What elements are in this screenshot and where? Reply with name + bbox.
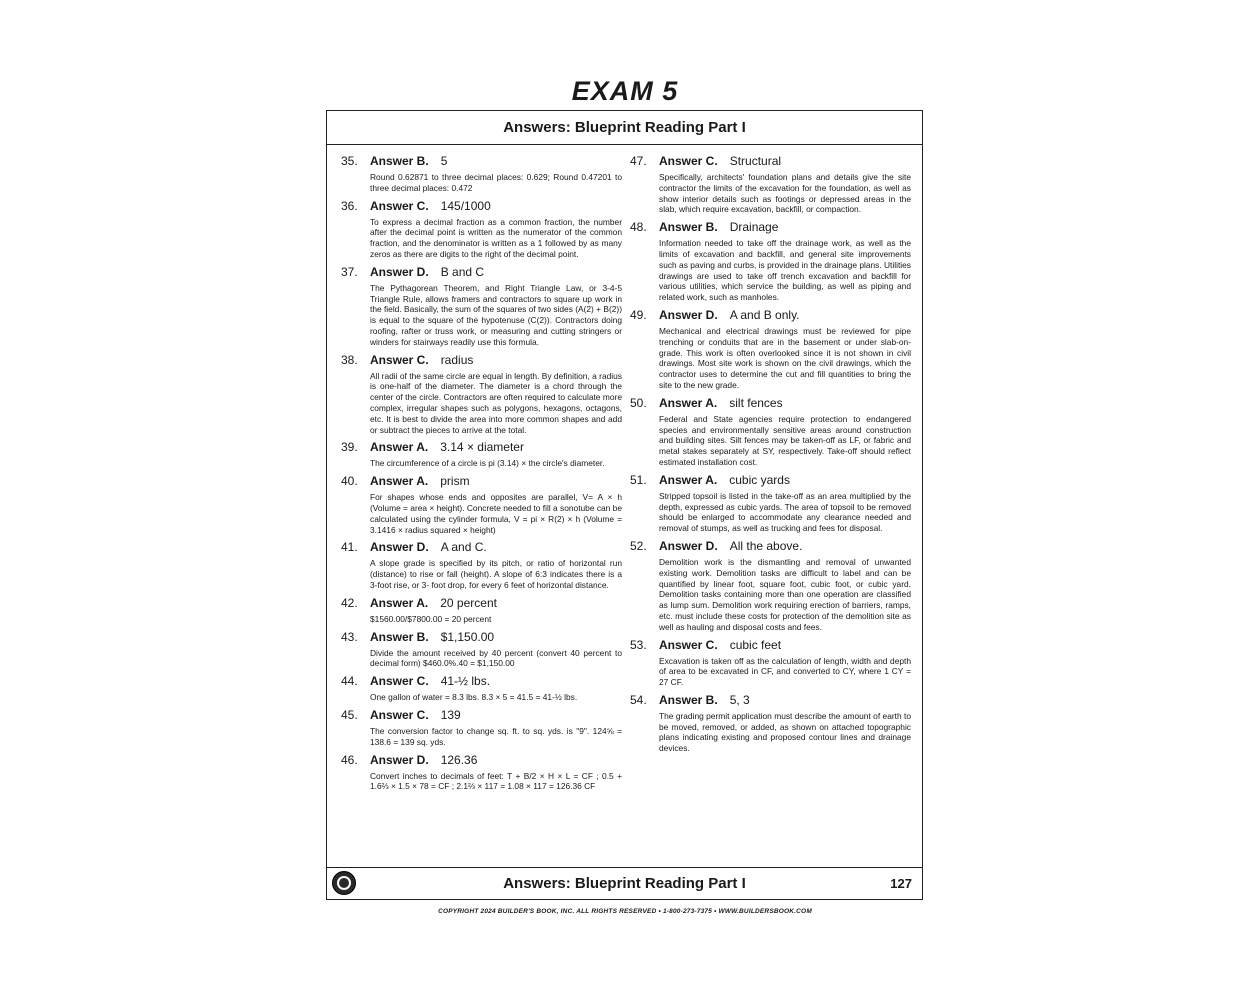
answer-explanation: To express a decimal fraction as a common fraction, the number after the decimal point is written as the numerator of the common fraction, and the denominator is written as a 1 followed by as many zeros as there are digits to the right of the decimal point. [370, 216, 622, 259]
answer-item [630, 220, 911, 303]
answer-explanation: One gallon of water = 8.3 lbs. 8.3 × 5 = 41.5 = 41-½ lbs. [370, 692, 578, 703]
question-number: 36. [341, 198, 358, 213]
answer-heading [341, 708, 622, 723]
question-number: 46. [341, 752, 358, 767]
answer-letter: Answer C. [659, 154, 718, 168]
answer-value: Structural [729, 154, 782, 168]
question-number: 54. [630, 692, 647, 707]
answer-value: radius [440, 352, 474, 367]
question-number: 47. [630, 154, 647, 168]
answer-value: prism [440, 474, 470, 489]
answer-item [341, 265, 622, 348]
answer-letter: Answer C. [659, 637, 718, 652]
answer-value: 20 percent [440, 595, 497, 610]
answer-letter: Answer B. [370, 629, 429, 644]
question-number: 49. [630, 307, 647, 322]
answers-left-column [341, 154, 622, 797]
answer-item [630, 154, 911, 215]
question-number: 40. [341, 474, 358, 489]
answer-letter: Answer C. [370, 198, 429, 213]
answer-heading [341, 540, 622, 555]
answer-value: cubic yards [729, 472, 790, 487]
answer-explanation: Divide the amount received by 40 percent (convert 40 percent to decimal form) $460.0%.40 = $1,150.00 [370, 647, 622, 669]
question-number: 45. [341, 707, 358, 722]
answer-explanation: All radii of the same circle are equal in length. By definition, a radius is one-half of the diameter. The diameter is a chord through the center of the circle. Contractors are often required to calculate more complex, irregular shapes such as polygons, hexagons, octagons, etc. It is best to divide the area into more common shapes and add or subtract the pieces to arrive at the total. [370, 370, 622, 435]
answer-letter: Answer D. [370, 752, 429, 767]
answer-letter: Answer D. [370, 540, 429, 555]
answer-value: Drainage [729, 220, 779, 235]
answer-heading [630, 308, 911, 323]
question-number: 37. [341, 264, 358, 279]
answer-value: silt fences [729, 395, 783, 410]
answer-letter: Answer D. [370, 264, 429, 279]
answer-heading [341, 265, 622, 280]
answer-item [341, 474, 622, 535]
answer-heading [341, 353, 622, 368]
answer-explanation: Federal and State agencies require protection to endangered species and environmentally sensitive areas around construction and building sites. Silt fences may be taken-off as LF, or fabric and metal stakes separately at SY, respectively. Take-off should reflect estimated installation cost. [659, 413, 911, 467]
answer-item [630, 473, 911, 534]
answer-heading [630, 638, 911, 653]
answer-heading [630, 154, 911, 169]
page-number: 127 [890, 876, 912, 891]
answer-value: A and C. [440, 540, 487, 555]
section-header: Answers: Blueprint Reading Part I [327, 111, 922, 145]
answer-item [630, 539, 911, 633]
answer-letter: Answer A. [659, 395, 718, 410]
answer-value: 3.14 × diameter [440, 440, 524, 455]
question-number: 38. [341, 352, 358, 367]
answer-item [341, 199, 622, 260]
answer-explanation: The circumference of a circle is pi (3.14) × the circle's diameter. [370, 458, 605, 469]
answers-right-column [630, 154, 911, 759]
answer-value: cubic feet [729, 637, 782, 652]
answer-explanation: Excavation is taken off as the calculation of length, width and depth of area to be excavated in CF, and converted to CY, where 1 CY = 27 CF. [659, 655, 911, 688]
answer-item [630, 308, 911, 391]
answer-heading [341, 154, 622, 169]
question-number: 48. [630, 220, 647, 235]
question-number: 44. [341, 674, 358, 689]
answer-item [630, 638, 911, 688]
answer-letter: Answer C. [370, 707, 429, 722]
answer-value: 5 [440, 154, 448, 168]
answer-item [341, 353, 622, 436]
answer-heading [630, 396, 911, 411]
answer-value: A and B only. [729, 307, 800, 322]
answer-explanation: The conversion factor to change sq. ft. to sq. yds. is "9". 124⅝ = 138.6 = 139 sq. yds. [370, 725, 622, 747]
answer-letter: Answer A. [370, 440, 429, 455]
answer-heading [630, 473, 911, 488]
answer-heading [630, 220, 911, 235]
question-number: 53. [630, 637, 647, 652]
answer-value: All the above. [729, 538, 803, 553]
question-number: 42. [341, 595, 358, 610]
answer-heading [630, 693, 911, 708]
answer-heading [341, 440, 622, 455]
answer-value: 145/1000 [440, 198, 491, 213]
answer-letter: Answer D. [659, 307, 718, 322]
answer-explanation: The Pythagorean Theorem, and Right Triangle Law, or 3-4-5 Triangle Rule, allows framers and contractors to square up work in the field. Basically, the sum of the squares of two sides (A(2) + B(2)) is equal to the square of the hypotenuse (C(2)). Contractors doing roofing, rafter or truss work, or measuring and cutting stringers or winders for stairways readily use this formula. [370, 282, 622, 347]
answer-value: 5, 3 [729, 692, 750, 707]
question-number: 52. [630, 538, 647, 553]
answer-explanation: Information needed to take off the drainage work, as well as the limits of excavation and backfill, and general site improvements such as paving and curbs, is provided in the drainage plans. Utilities drawings are used to take off trench excavation and backfill for various utilities, which service the building, as well as piping and related work, such as manholes. [659, 238, 911, 303]
answer-letter: Answer B. [659, 220, 718, 235]
answer-heading [341, 674, 622, 689]
answer-value: 41-½ lbs. [440, 674, 491, 689]
answer-explanation: A slope grade is specified by its pitch, or ratio of horizontal run (distance) to rise or fall (height). A slope of 6:3 indicates there is a 3-foot rise, or 3- foot drop, for every 6 feet of horizontal distance. [370, 558, 622, 590]
answer-item [341, 674, 622, 703]
answer-item [341, 154, 622, 194]
answer-explanation: The grading permit application must describe the amount of earth to be moved, removed, or added, as shown on attached topographic plans indicating existing and proposed contour lines and drainage devices. [659, 710, 911, 754]
page-footer [327, 867, 922, 899]
answer-explanation: $1560.00/$7800.00 = 20 percent [370, 613, 492, 624]
answer-heading [341, 596, 622, 611]
question-number: 41. [341, 540, 358, 555]
answer-heading [341, 199, 622, 214]
question-number: 39. [341, 440, 358, 455]
answer-letter: Answer C. [370, 674, 429, 689]
answer-explanation: Demolition work is the dismantling and removal of unwanted existing work. Demolition tasks are difficult to label and can be quantified by linear foot, square foot, cubic foot, or cubic yard. Demolition tasks containing more than one operation are classified as lump sum. Demolition work requiring erection of barriers, ramps, etc. must include these costs for protection of the demolition site as well as hauling and disposal costs and fees. [659, 556, 911, 632]
copyright-line: COPYRIGHT 2024 BUILDER'S BOOK, INC. ALL RIGHTS RESERVED • 1-800-273-7375 • WWW.BUILDERSBOOK.COM [438, 908, 812, 915]
answer-item [341, 630, 622, 670]
question-number: 50. [630, 395, 647, 410]
question-number: 35. [341, 154, 358, 168]
answer-item [341, 440, 622, 469]
answer-letter: Answer C. [370, 352, 429, 367]
answer-item [630, 396, 911, 468]
answer-item [341, 540, 622, 590]
answer-item [630, 693, 911, 754]
answer-item [341, 753, 622, 793]
answer-explanation: Stripped topsoil is listed in the take-off as an area multiplied by the depth, expressed as cubic yards. The area of topsoil to be removed should be enlarged to accommodate any clearance needed and removal of stumps, as well as trucking and fees for disposal. [659, 490, 911, 534]
answer-heading [341, 753, 622, 768]
answer-heading [341, 474, 622, 489]
answer-letter: Answer A. [370, 595, 429, 610]
question-number: 43. [341, 629, 358, 644]
answer-value: 126.36 [440, 752, 478, 767]
answer-item [341, 596, 622, 625]
answer-value: B and C [440, 264, 485, 279]
answer-page-frame [326, 110, 923, 900]
answer-letter: Answer B. [370, 154, 429, 168]
answer-explanation: For shapes whose ends and opposites are parallel, V= A × h (Volume = area × height). Concrete needed to fill a sonotube can be calculated using the cylinder formula, V = pi × R(2) × h (Volume = 3.1416 × radius squared × height) [370, 492, 622, 535]
answer-explanation: Round 0.62871 to three decimal places: 0.629; Round 0.47201 to three decimal places: 0.472 [370, 172, 622, 193]
answer-heading [341, 630, 622, 645]
footer-title: Answers: Blueprint Reading Part I [503, 875, 746, 892]
answer-value: $1,150.00 [440, 629, 495, 644]
answer-heading [630, 539, 911, 554]
exam-title: EXAM 5 [571, 76, 679, 106]
answer-letter: Answer A. [659, 472, 718, 487]
question-number: 51. [630, 472, 647, 487]
answer-letter: Answer B. [659, 692, 718, 707]
answer-letter: Answer D. [659, 538, 718, 553]
answer-explanation: Specifically, architects' foundation plans and details give the site contractor the limits of the excavation for the foundation, as well as show interior details such as footings or depressed areas in the slab, which require excavation, backfill, or compaction. [659, 172, 911, 215]
answer-explanation: Convert inches to decimals of feet: T + B/2 × H × L = CF ; 0.5 + 1.6⅔ × 1.5 × 78 = CF ; 2.1⅔ × 117 = 1.08 × 117 = 126.36 CF [370, 770, 622, 792]
answer-value: 139 [440, 707, 461, 722]
answer-explanation: Mechanical and electrical drawings must be reviewed for pipe trenching or conduits that are in the basement or under slab-on-grade. This work is often overlooked since it is not shown in civil drawings. Most site work is shown on the civil drawings, which the contractor uses to determine the cut and fill quantities to bring the site to the new grade. [659, 325, 911, 390]
answer-letter: Answer A. [370, 474, 429, 489]
answer-item [341, 708, 622, 748]
